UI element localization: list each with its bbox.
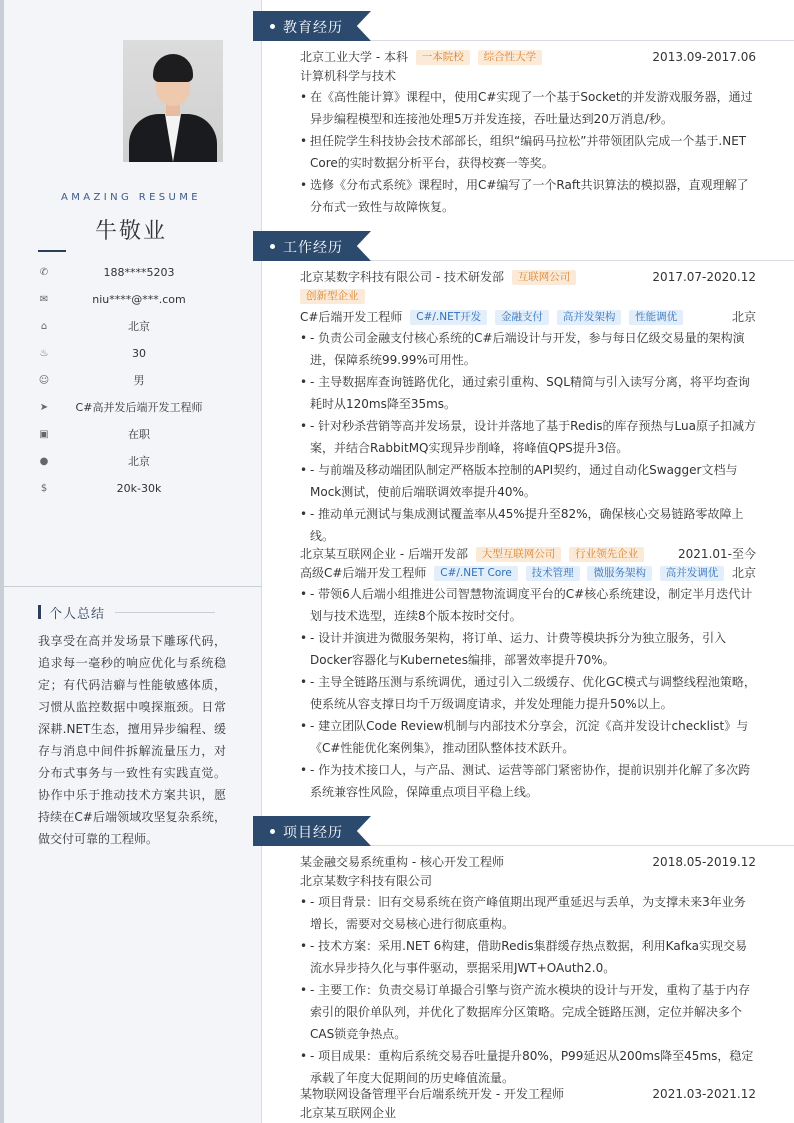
home-value: 北京 [128, 320, 150, 333]
project-name: 某金融交易系统重构 - 核心开发工程师 [300, 855, 504, 869]
skill-tag: 高并发架构 [557, 310, 622, 325]
bullet-dot-icon [270, 24, 275, 29]
phone-icon: ✆ [39, 267, 49, 278]
project-date: 2021.03-2021.12 [652, 1087, 756, 1101]
list-item: • - 设计并演进为微服务架构，将订单、运力、计费等模块拆分为独立服务，引入Docker容器化与Kubernetes编排，部署效率提升70%。 [300, 627, 756, 671]
phone-value: 188****5203 [103, 266, 175, 279]
school-name: 北京工业大学 - 本科 [300, 50, 408, 64]
home-icon: ⌂ [40, 321, 48, 332]
skill-tag: 高并发调优 [660, 566, 725, 581]
list-item: • - 负责公司金融支付核心系统的C#后端设计与开发，参与每日亿级交易量的架构演进，保障系统99.99%可用性。 [300, 327, 756, 371]
list-item: • - 推动单元测试与集成测试覆盖率从45%提升至82%，确保核心交易链路零故障上线。 [300, 503, 756, 547]
info-age [38, 345, 228, 365]
section-title: 项目经历 [283, 825, 343, 841]
info-target-city [38, 453, 228, 473]
info-gender [38, 372, 228, 392]
list-item: • - 带领6人后端小组推进公司智慧物流调度平台的C#核心系统建设，制定半月迭代计划与技术选型，连续8个版本按时交付。 [300, 583, 756, 627]
work-entry [300, 268, 756, 547]
bullet-dot-icon [270, 244, 275, 249]
sidebar-edge [0, 0, 4, 1123]
list-item: • - 与前端及移动端团队制定严格版本控制的API契约，通过自动化Swagger文档与Mock测试，使前后端联调效率提升40%。 [300, 459, 756, 503]
resume-tagline: AMAZING RESUME [61, 192, 201, 203]
company-tag: 行业领先企业 [569, 547, 644, 562]
project-entry [300, 853, 756, 1089]
skill-tag: 技术管理 [526, 566, 580, 581]
summary-heading [38, 603, 105, 622]
section-education [253, 11, 794, 41]
section-title: 工作经历 [283, 240, 343, 256]
smile-icon: ☺ [38, 375, 50, 386]
company-name: 北京某互联网企业 - 后端开发部 [300, 547, 468, 561]
job-position: C#后端开发工程师 [300, 310, 403, 324]
list-item: • - 作为技术接口人，与产品、测试、运营等部门紧密协作，提前识别并化解了多次跨系统兼容性风险，保障重点项目平稳上线。 [300, 759, 756, 803]
list-item: • - 主要工作：负责交易订单撮合引擎与资产流水模块的设计与开发，重构了基于内存索引的限价单队列，并优化了数据库分区策略。完成全链路压测，定位并解决多个CAS锁竞争热点。 [300, 979, 756, 1045]
summary-heading-text: 个人总结 [49, 607, 106, 622]
section-title: 教育经历 [283, 20, 343, 36]
age-value: 30 [132, 347, 146, 360]
target-city-value: 北京 [128, 455, 150, 468]
mail-icon: ✉ [39, 294, 49, 305]
target-position-value: C#高并发后端开发工程师 [75, 401, 203, 414]
section-work [253, 231, 794, 261]
list-item: • 担任院学生科技协会技术部部长，组织“编码马拉松”并带领团队完成一个基于.NET Core的实时数据分析平台，获得校赛一等奖。 [300, 130, 756, 174]
skill-tag: 金融支付 [495, 310, 549, 325]
candidate-name: 牛敬业 [94, 219, 167, 244]
sidebar [0, 0, 262, 1123]
skill-tag: C#/.NET Core [434, 566, 518, 581]
school-tag: 综合性大学 [478, 50, 543, 65]
briefcase-icon: ▣ [39, 429, 49, 440]
school-tag: 一本院校 [416, 50, 470, 65]
company-tag: 大型互联网公司 [476, 547, 562, 562]
info-email [38, 291, 228, 311]
company-tag: 创新型企业 [300, 289, 365, 304]
education-entry [300, 48, 756, 218]
company-name: 北京某数字科技有限公司 - 技术研发部 [300, 270, 504, 284]
project-company: 北京某数字科技有限公司 [300, 874, 433, 888]
skill-tag: 性能调优 [629, 310, 683, 325]
summary-heading-rule [115, 612, 215, 613]
list-item: • - 针对秒杀营销等高并发场景，设计并落地了基于Redis的库存预热与Lua原子扣减方案，并结合RabbitMQ实现异步削峰，将峰值QPS提升3倍。 [300, 415, 756, 459]
cake-icon: ♨ [39, 348, 49, 359]
work-entry [300, 545, 756, 803]
job-date: 2021.01-至今 [678, 547, 756, 561]
skill-tag: 微服务架构 [587, 566, 652, 581]
project-date: 2018.05-2019.12 [652, 855, 756, 869]
job-position: 高级C#后端开发工程师 [300, 566, 427, 580]
location-pin-icon: ● [39, 456, 49, 467]
list-item: • - 主导全链路压测与系统调优，通过引入二级缓存、优化GC模式与调整线程池策略，使系统从容支撑日均千万级调度请求，并发处理能力提升50%以上。 [300, 671, 756, 715]
list-item: • - 项目背景：旧有交易系统在资产峰值期出现严重延迟与丢单，为支撑未来3年业务增长，需要对交易核心进行彻底重构。 [300, 891, 756, 935]
list-item: • - 项目成果：重构后系统交易吞吐量提升80%，P99延迟从200ms降至45ms，稳定承载了年度大促期间的历史峰值流量。 [300, 1045, 756, 1089]
info-target-position [38, 399, 228, 419]
status-value: 在职 [128, 428, 150, 441]
gender-value: 男 [133, 374, 145, 387]
info-status [38, 426, 228, 446]
info-phone [38, 264, 228, 284]
job-city: 北京 [731, 310, 756, 324]
section-projects [253, 816, 794, 846]
job-date: 2017.07-2020.12 [652, 270, 756, 284]
profile-photo [123, 40, 223, 162]
project-name: 某物联网设备管理平台后端系统开发 - 开发工程师 [300, 1087, 564, 1101]
name-divider [38, 250, 66, 252]
info-home [38, 318, 228, 338]
job-city: 北京 [731, 566, 756, 580]
list-item: • 选修《分布式系统》课程时，用C#编写了一个Raft共识算法的模拟器，直观理解了分布式一致性与故障恢复。 [300, 174, 756, 218]
project-company: 北京某互联网企业 [300, 1106, 397, 1120]
bullet-dot-icon [270, 829, 275, 834]
skill-tag: C#/.NET开发 [410, 310, 487, 325]
info-salary [38, 480, 228, 500]
company-tag: 互联网公司 [512, 270, 577, 285]
list-item: • - 主导数据库查询链路优化，通过索引重构、SQL精简与引入读写分离，将平均查询耗时从120ms降至35ms。 [300, 371, 756, 415]
email-value: niu****@***.com [92, 293, 186, 306]
list-item: • 在《高性能计算》课程中，使用C#实现了一个基于Socket的并发游戏服务器，通过异步编程模型和连接池处理5万并发连接，吞吐量达到20万消息/秒。 [300, 86, 756, 130]
send-icon: ➤ [39, 402, 49, 413]
salary-icon: $ [40, 483, 48, 494]
list-item: • - 技术方案：采用.NET 6构建，借助Redis集群缓存热点数据，利用Kafka实现交易流水异步持久化与事件驱动，票据采用JWT+OAuth2.0。 [300, 935, 756, 979]
major: 计算机科学与技术 [300, 69, 397, 83]
summary-separator [4, 586, 262, 587]
project-entry [300, 1085, 756, 1123]
summary-text: 我享受在高并发场景下雕琢代码，追求每一毫秒的响应优化与系统稳定；有代码洁癖与性能敏感体质，习惯从监控数据中嗅探瓶颈。日常深耕.NET生态，擅用异步编程、缓存与消息中间件拆解流量压力，对分布式事务与一致性有实践直觉。协作中乐于推动技术方案共识，愿持续在C#后端领域攻坚复杂系统，做交付可靠的工程师。 [38, 634, 226, 846]
education-date: 2013.09-2017.06 [652, 50, 756, 64]
list-item: • - 建立团队Code Review机制与内部技术分享会，沉淀《高并发设计checklist》与《C#性能优化案例集》，推动团队整体技术跃升。 [300, 715, 756, 759]
salary-value: 20k-30k [116, 482, 162, 495]
